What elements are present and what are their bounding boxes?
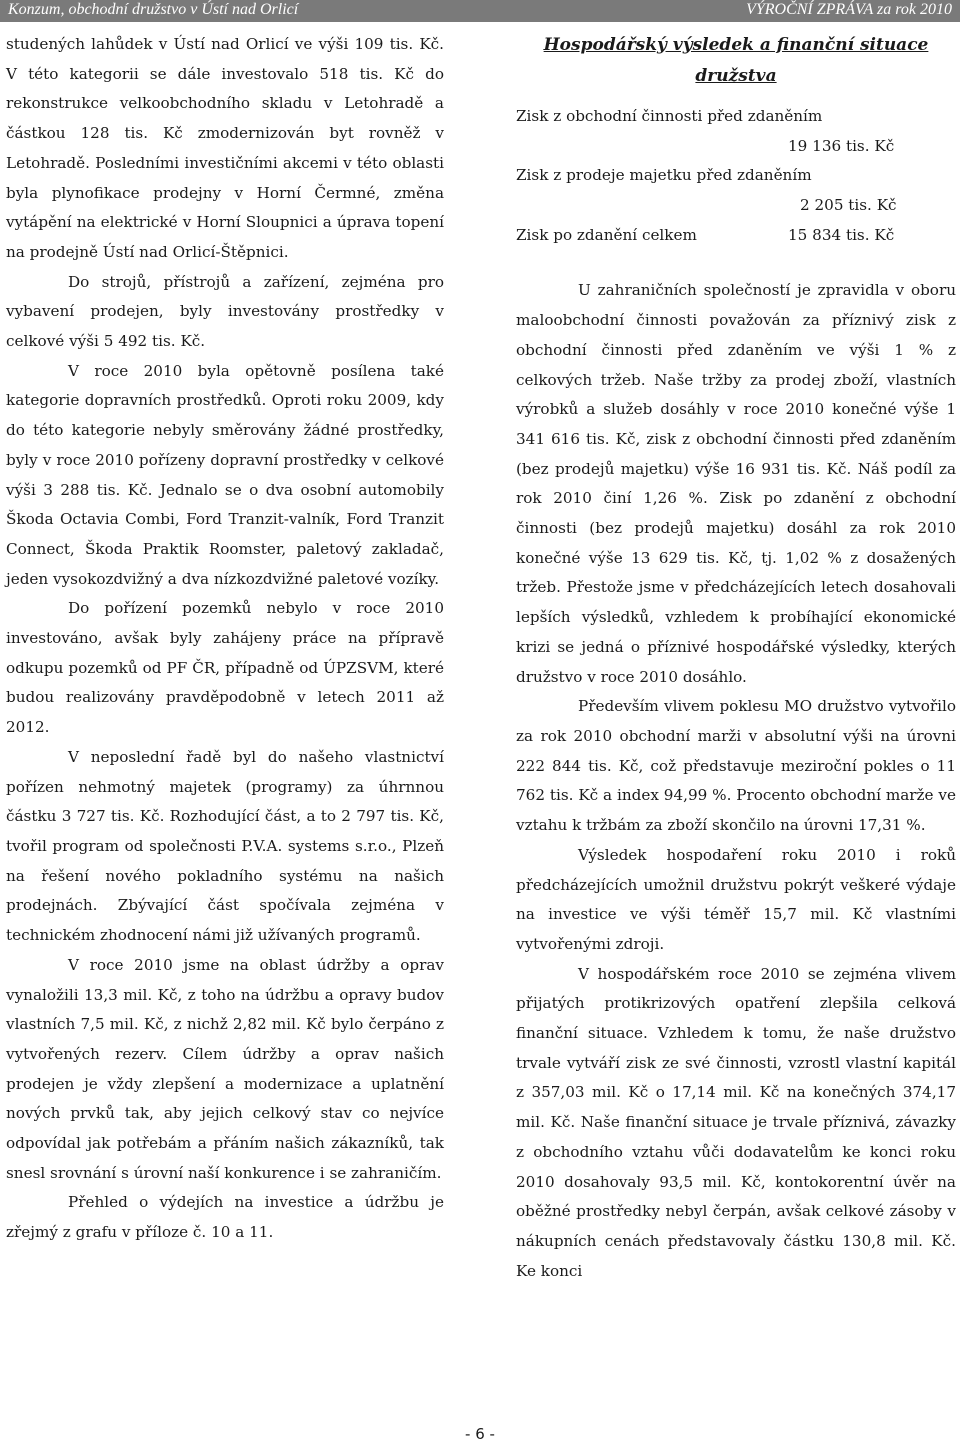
left-column: [6, 30, 444, 1248]
financial-row: [516, 132, 956, 162]
financial-summary: [516, 102, 956, 250]
financial-label: Zisk z prodeje majetku před zdaněním: [516, 166, 812, 185]
section-title-line2: družstva: [695, 66, 777, 86]
financial-row: [516, 102, 956, 132]
financial-value: 15 834 tis. Kč: [788, 225, 895, 244]
financial-label: Zisk z obchodní činnosti před zdaněním: [516, 107, 823, 125]
paragraph: Do strojů, přístrojů a zařízení, zejména pro vybavení prodejen, byly investovány prostředky v celkové výši 5 492 tis. Kč.: [6, 272, 444, 351]
paragraph: V roce 2010 jsme na oblast údržby a oprav vynaložili 13,3 mil. Kč, z toho na údržbu a opravy budov vlastních 7,5 mil. Kč, z nichž 2,82 mil. Kč bylo čerpáno z vytvořených rezerv. Cílem údržby a oprav našich prodejen je vždy zlepšení a modernizace a uplatnění nových prvků tak, aby jejich celkový stav co nejvíce odpovídal jak potřebám a přáním našich zákazníků, tak snesl srovnání s úrovní naší konkurence i se zahraničím.: [6, 955, 444, 1182]
paragraph: Výsledek hospodaření roku 2010 i roků předcházejících umožnil družstvu pokrýt veškeré výdaje na investice ve výši téměř 15,7 mil. Kč vlastními vytvořenými zdroji.: [516, 845, 956, 953]
financial-label: Zisk po zdanění celkem: [516, 225, 697, 244]
section-title-line1: Hospodářský výsledek a finanční situace: [543, 35, 929, 55]
financial-row: [516, 191, 956, 221]
paragraph: V roce 2010 byla opětovně posílena také kategorie dopravních prostředků. Oproti roku 2009, kdy do této kategorie nebyly směrovány žádné prostředky, byly v roce 2010 pořízeny dopravní prostředky v celkové výši 3 288 tis. Kč. Jednalo se o dva osobní automobily Škoda Octavia Combi, Ford Tranzit-valník, Ford Tranzit Connect, Škoda Praktik Roomster, paletový zakladač, jeden vysokozdvižný a dva nízkozdvižné paletové vozíky.: [6, 361, 444, 588]
header-company: Konzum, obchodní družstvo v Ústí nad Orlicí: [8, 1, 299, 18]
paragraph: V hospodářském roce 2010 se zejména vlivem přijatých protikrizových opatření zlepšila celková finanční situace. Vzhledem k tomu, že naše družstvo trvale vytváří zisk ze své činnosti, vzrostl vlastní kapitál z 357,03 mil. Kč o 17,14 mil. Kč na konečných 374,17 mil. Kč. Naše finanční situace je trvale příznivá, závazky z obchodního vztahu vůči dodavatelům ke konci roku 2010 dosahovaly 93,5 mil. Kč, kontokorentní úvěr na oběžné prostředky nebyl čerpán, avšak celkové zásoby v nákupních cenách představovaly částku 130,8 mil. Kč. Ke konci: [516, 964, 956, 1280]
spacer: [516, 250, 956, 276]
paragraph: studených lahůdek v Ústí nad Orlicí ve výši 109 tis. Kč. V této kategorii se dále investovalo 518 tis. Kč do rekonstrukce velkoobchodního skladu v Letohradě a částkou 128 tis. Kč zmodernizován byt rovněž v Letohradě. Posledními investičními akcemi v této oblasti byla plynofikace prodejny v Horní Čermné, změna vytápění na elektrické v Horní Sloupnici a úprava topení na prodejně Ústí nad Orlicí-Štěpnici.: [6, 35, 444, 261]
financial-row: [516, 221, 956, 251]
paragraph: Přehled o výdejích na investice a údržbu je zřejmý z grafu v příloze č. 10 a 11.: [6, 1193, 444, 1242]
page-number: - 6 -: [465, 1425, 495, 1443]
financial-value: 19 136 tis. Kč: [788, 136, 895, 155]
paragraph: Především vlivem poklesu MO družstvo vytvořilo za rok 2010 obchodní marži v absolutní výši na úrovni 222 844 tis. Kč, což představuje meziroční pokles o 11 762 tis. Kč a index 94,99 %. Procento obchodní marže ve vztahu k tržbám za zboží skončilo na úrovni 17,31 %.: [516, 697, 956, 835]
right-column: [516, 30, 956, 1286]
paragraph: Do pořízení pozemků nebylo v roce 2010 investováno, avšak byly zahájeny práce na přípravě odkupu pozemků od PF ČR, případně od ÚPZSVM, které budou realizovány pravděpodobně v letech 2011 až 2012.: [6, 599, 444, 737]
page-header: [0, 0, 960, 22]
financial-value: 2 205 tis. Kč: [800, 196, 897, 215]
paragraph: V neposlední řadě byl do našeho vlastnictví pořízen nehmotný majetek (programy) za úhrnnou částku 3 727 tis. Kč. Rozhodující část, a to 2 797 tis. Kč, tvořil program od společnosti P.V.A. systems s.r.o., Plzeň na řešení nového pokladního systému na našich prodejnách. Zbývající část spočívala zejména v technickém zhodnocení námi již užívaných programů.: [6, 747, 444, 945]
paragraph: U zahraničních společností je zpravidla v oboru maloobchodní činnosti považován za příznivý zisk z obchodní činnosti před zdaněním ve výši 1 % z celkových tržeb. Naše tržby za prodej zboží, vlastních výrobků a služeb dosáhly v roce 2010 konečné výše 1 341 616 tis. Kč, zisk z obchodní činnosti před zdaněním (bez prodejů majetku) výše 16 931 tis. Kč. Náš podíl za rok 2010 činí 1,26 %. Zisk po zdanění z obchodní činnosti (bez prodejů majetku) dosáhl za rok 2010 konečné výše 13 629 tis. Kč, tj. 1,02 % z dosažených tržeb. Přestože jsme v předcházejících letech dosahovali lepších výsledků, vzhledem k probíhající ekonomické krizi se jedná o příznivé hospodářské výsledky, kterých družstvo v roce 2010 dosáhlo.: [516, 281, 956, 686]
financial-row: [516, 161, 956, 191]
section-title: [516, 30, 956, 92]
header-report-title: VÝROČNÍ ZPRÁVA za rok 2010: [746, 1, 952, 18]
